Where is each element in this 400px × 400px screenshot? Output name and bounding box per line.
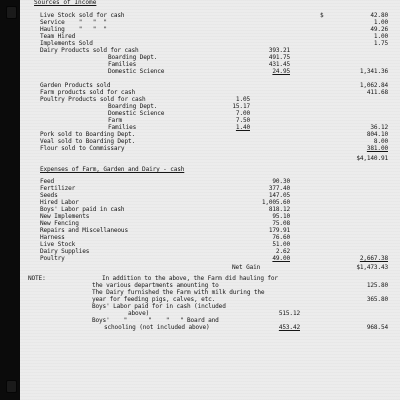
expense-amount: 90.30 — [272, 178, 290, 185]
net-gain-value: $1,473.43 — [356, 264, 388, 271]
note-line: In addition to the above, the Farm did hauling for — [102, 275, 278, 282]
income-subamount: 431.45 — [268, 61, 290, 68]
income-amount: 1.00 — [373, 33, 388, 40]
document-page — [20, 0, 400, 400]
income-amount: 8.00 — [373, 138, 388, 145]
expense-amount: 147.05 — [268, 192, 290, 199]
income-label: Farm products sold for cash — [40, 89, 136, 96]
note-line: above) — [128, 310, 150, 317]
income-subamount: 491.75 — [268, 54, 290, 61]
note-line: year for feeding pigs, calves, etc. — [92, 296, 216, 303]
income-label: Families — [108, 61, 137, 68]
income-amount: 1.00 — [373, 19, 388, 26]
poultry-subamount: 7.50 — [235, 117, 250, 124]
expense-label: Feed — [40, 178, 55, 185]
note-amount: 125.80 — [366, 282, 388, 289]
income-amount: 381.00 — [366, 145, 388, 152]
income-label: Dairy Products sold for cash — [40, 47, 139, 54]
expense-label: Boys' Labor paid in cash — [40, 206, 125, 213]
note-line: the various departments amounting to — [92, 282, 219, 289]
expense-amount: 1,005.60 — [261, 199, 290, 206]
income-subamount: 24.95 — [272, 68, 290, 75]
expense-label: Fertilizer — [40, 185, 76, 192]
note-subamount: 515.12 — [278, 310, 300, 317]
note-amount: 365.80 — [366, 296, 388, 303]
income-label: Farm — [108, 117, 123, 124]
income-label: Team Hired — [40, 33, 76, 40]
income-amount: 411.68 — [366, 89, 388, 96]
income-amount: 1,341.36 — [359, 68, 388, 75]
expense-label: Dairy Supplies — [40, 248, 90, 255]
section-title-expenses: Expenses of Farm, Garden and Dairy - cash — [40, 166, 185, 173]
expense-amount: 377.40 — [268, 185, 290, 192]
expense-amount: 2.62 — [275, 248, 290, 255]
punch-hole — [6, 380, 17, 393]
poultry-subamount: 7.00 — [235, 110, 250, 117]
income-label: Veal sold to Boarding Dept. — [40, 138, 136, 145]
income-label: Service " " " — [40, 19, 107, 26]
note-line: schooling (not included above) — [104, 324, 210, 331]
income-label: Hauling " " " — [40, 26, 107, 33]
income-label: Pork sold to Boarding Dept. — [40, 131, 136, 138]
expense-amount: 75.08 — [272, 220, 290, 227]
expense-label: Poultry — [40, 255, 65, 262]
income-amount: 36.12 — [370, 124, 388, 131]
net-gain-label: Net Gain — [232, 264, 261, 271]
poultry-subamount: 1.40 — [235, 124, 250, 131]
income-amount: 1,062.84 — [359, 82, 388, 89]
income-label: Families — [108, 124, 137, 131]
note-subamount: 453.42 — [278, 324, 300, 331]
income-label: Flour sold to Commissary — [40, 145, 125, 152]
expense-amount: 818.12 — [268, 206, 290, 213]
income-amount: 804.10 — [366, 131, 388, 138]
expense-label: Repairs and Miscellaneous — [40, 227, 128, 234]
dollar-sign: $ — [320, 12, 324, 19]
income-amount: 1.75 — [373, 40, 388, 47]
expense-amount: 49.00 — [272, 255, 290, 262]
expense-label: Seeds — [40, 192, 58, 199]
expense-amount: 95.10 — [272, 213, 290, 220]
expense-label: Harness — [40, 234, 65, 241]
income-label: Domestic Science — [108, 110, 165, 117]
income-subamount: 393.21 — [268, 47, 290, 54]
film-edge — [0, 0, 20, 400]
expense-amount: 76.60 — [272, 234, 290, 241]
income-label: Implements Sold — [40, 40, 93, 47]
note-label: NOTE: — [28, 275, 46, 282]
expense-amount: 51.00 — [272, 241, 290, 248]
income-label: Boarding Dept. — [108, 103, 158, 110]
note-line: Boys' Labor paid for in cash (included — [92, 303, 226, 310]
expense-label: Live Stock — [40, 241, 76, 248]
note-amount: 968.54 — [366, 324, 388, 331]
expense-total: 2,667.38 — [359, 255, 388, 262]
section-title-income: Sources of Income — [34, 0, 97, 6]
expense-label: Hired Labor — [40, 199, 79, 206]
note-line: Boys' " " " " Board and — [92, 317, 219, 324]
income-label: Live Stock sold for cash — [40, 12, 125, 19]
expense-label: New Fencing — [40, 220, 79, 227]
income-total: $4,140.91 — [356, 155, 388, 162]
income-amount: 49.26 — [370, 26, 388, 33]
income-amount: 42.80 — [370, 12, 388, 19]
punch-hole — [6, 6, 17, 19]
income-label: Boarding Dept. — [108, 54, 158, 61]
income-label: Domestic Science — [108, 68, 165, 75]
expense-amount: 179.91 — [268, 227, 290, 234]
income-label: Poultry Products sold for cash — [40, 96, 146, 103]
poultry-subamount: 1.05 — [235, 96, 250, 103]
income-label: Garden Products sold — [40, 82, 111, 89]
poultry-subamount: 15.17 — [232, 103, 250, 110]
expense-label: New Implements — [40, 213, 90, 220]
note-line: The Dairy furnished the Farm with milk during the — [92, 289, 265, 296]
